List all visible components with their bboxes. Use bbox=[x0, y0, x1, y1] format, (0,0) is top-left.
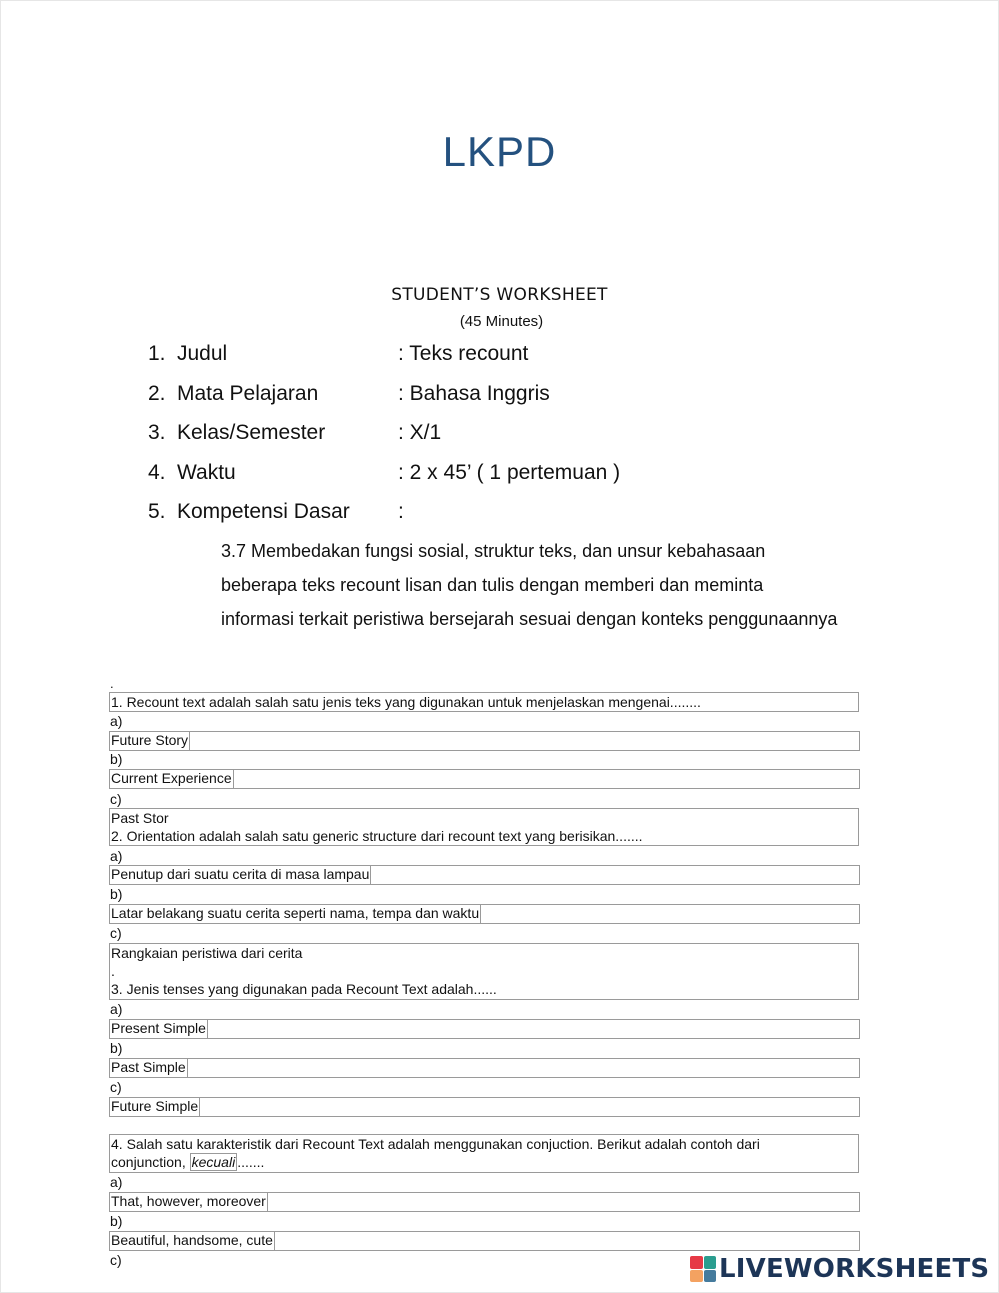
info-value: : Teks recount bbox=[398, 342, 529, 365]
question-1-option-b[interactable] bbox=[109, 769, 860, 789]
question-4-prompt: 4. Salah satu karakteristik dari Recount Text adalah menggunakan conjuction. Berikut adalah contoh dari conjunction, kecuali ....... bbox=[109, 1134, 859, 1173]
option-letter: b) bbox=[110, 1213, 123, 1229]
option-text[interactable]: Past Simple bbox=[110, 1058, 188, 1078]
option-letter: b) bbox=[110, 751, 123, 767]
option-letter: b) bbox=[110, 1040, 123, 1056]
info-value: : 2 x 45’ ( 1 pertemuan ) bbox=[398, 461, 621, 484]
logo-block bbox=[690, 1270, 703, 1283]
option-letter: a) bbox=[110, 713, 123, 729]
option-letter: a) bbox=[110, 1001, 123, 1017]
question-4-option-b[interactable] bbox=[109, 1231, 860, 1251]
option-letter: c) bbox=[110, 925, 122, 941]
emphasis-kecuali: kecuali bbox=[191, 1154, 236, 1170]
option-text[interactable]: Past Stor bbox=[111, 810, 169, 826]
question-1-prompt: 1. Recount text adalah salah satu jenis teks yang digunakan untuk menjelaskan mengenai........ bbox=[109, 692, 859, 712]
option-text[interactable]: Latar belakang suatu cerita seperti nama, tempa dan waktu bbox=[110, 904, 481, 924]
question-2-option-c[interactable] bbox=[109, 943, 859, 1000]
page-title: LKPD bbox=[442, 128, 557, 175]
separator-dot: . bbox=[111, 963, 115, 979]
option-text[interactable]: Rangkaian peristiwa dari cerita bbox=[111, 945, 303, 961]
option-letter: c) bbox=[110, 1252, 122, 1268]
option-text[interactable]: Future Simple bbox=[110, 1097, 200, 1117]
question-3-option-b[interactable] bbox=[109, 1058, 860, 1078]
question-1-option-c[interactable] bbox=[109, 808, 859, 846]
option-letter: a) bbox=[110, 1174, 123, 1190]
kompetensi-dasar-text: 3.7 Membedakan fungsi sosial, struktur teks, dan unsur kebahasaan beberapa teks recount lisan dan tulis dengan memberi dan meminta informasi terkait peristiwa bersejarah sesuai dengan konteks penggunaannya bbox=[221, 541, 838, 629]
question-1-option-a[interactable] bbox=[109, 731, 860, 751]
option-text[interactable]: That, however, moreover bbox=[110, 1192, 268, 1212]
info-label: Judul bbox=[177, 342, 228, 365]
liveworksheets-logo-icon bbox=[690, 1256, 716, 1282]
liveworksheets-brand bbox=[690, 1254, 989, 1284]
question-2-option-b[interactable] bbox=[109, 904, 860, 924]
option-text[interactable]: Future Story bbox=[110, 731, 190, 751]
brand-name: LIVEWORKSHEETS bbox=[719, 1254, 990, 1284]
info-label: Waktu bbox=[177, 461, 236, 484]
option-letter: c) bbox=[110, 1079, 122, 1095]
option-letter: c) bbox=[110, 791, 122, 807]
question-3-option-a[interactable] bbox=[109, 1019, 860, 1039]
question-2-prompt: 2. Orientation adalah salah satu generic structure dari recount text yang berisikan....... bbox=[111, 828, 643, 844]
question-4-option-a[interactable] bbox=[109, 1192, 860, 1212]
logo-block bbox=[690, 1256, 703, 1269]
info-value: : Bahasa Inggris bbox=[398, 382, 550, 405]
info-label: Mata Pelajaran bbox=[177, 382, 319, 405]
logo-block bbox=[704, 1256, 717, 1269]
question-2-option-a[interactable] bbox=[109, 865, 860, 885]
worksheet-subtitle: STUDENT’S WORKSHEET bbox=[391, 285, 608, 305]
logo-block bbox=[704, 1270, 717, 1283]
info-label: Kompetensi Dasar bbox=[177, 500, 350, 523]
separator-dot: . bbox=[110, 676, 114, 691]
option-text[interactable]: Beautiful, handsome, cute bbox=[110, 1231, 275, 1251]
info-value: : X/1 bbox=[398, 421, 442, 444]
option-text[interactable]: Present Simple bbox=[110, 1019, 208, 1039]
info-label: Kelas/Semester bbox=[177, 421, 326, 444]
question-3-prompt: 3. Jenis tenses yang digunakan pada Recount Text adalah...... bbox=[111, 981, 497, 997]
option-letter: b) bbox=[110, 886, 123, 902]
option-text[interactable]: Penutup dari suatu cerita di masa lampau bbox=[110, 865, 371, 885]
info-value: : bbox=[398, 500, 404, 523]
option-text[interactable]: Current Experience bbox=[110, 769, 234, 789]
question-3-option-c[interactable] bbox=[109, 1097, 860, 1117]
option-letter: a) bbox=[110, 848, 123, 864]
worksheet-duration: (45 Minutes) bbox=[459, 313, 544, 330]
